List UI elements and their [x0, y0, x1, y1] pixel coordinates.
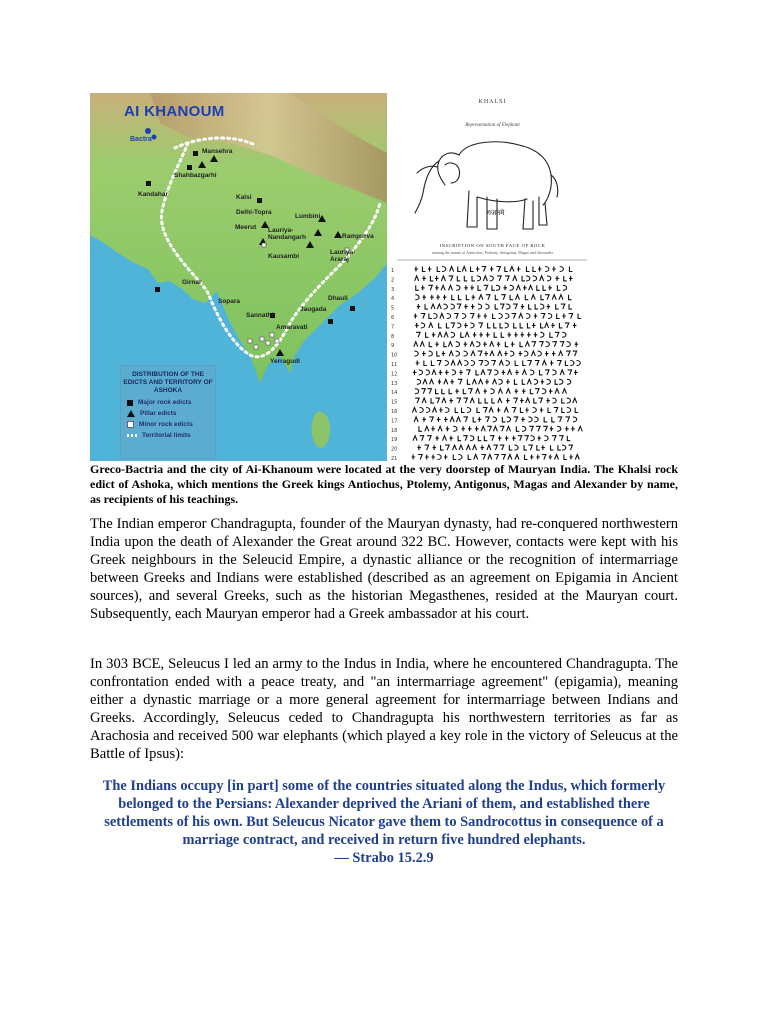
strabo-quote [90, 777, 678, 867]
ai-khanoum-marker [145, 128, 151, 134]
place-label: Dhauli [328, 295, 348, 302]
legend-title: DISTRIBUTION OF THE EDICTS AND TERRITORY OF ASHOKA [123, 371, 213, 394]
inscription-glyph-row [417, 379, 571, 384]
place-label: Rampurva [342, 233, 374, 240]
quote-citation: — Strabo 15.2.9 [334, 850, 434, 866]
plate-graphic [387, 93, 598, 461]
line-number: 18 [391, 427, 398, 434]
legend-label: Minor rock edicts [139, 421, 193, 428]
inscription-glyph-row [414, 342, 578, 347]
khalsi-inscription-plate [387, 93, 598, 461]
map-title: AI KHANOUM [124, 103, 225, 120]
place-label: Meerut [235, 224, 257, 231]
open-square-icon [127, 421, 134, 428]
line-number: 8 [391, 333, 395, 340]
body-paragraph: The Indian emperor Chandragupta, founder of the Mauryan dynasty, had re-conquered northwestern India upon the death of Alexander the Great around 322 BC. However, contacts were kept with his Greek neighbours in the Seleucid Empire, a dynastic alliance or the recognition of intermarriage between Greeks and Indians were established (described as an agreement on Epigamia in Ancient sources), and several Greeks, such as the historian Megasthenes, resided at the Mauryan court. Subsequently, each Mauryan emperor had a Greek ambassador at his court. [90, 516, 678, 622]
inscription-glyph-row [415, 398, 577, 403]
line-number: 7 [391, 324, 395, 331]
place-label: Shahbazgarhi [174, 172, 217, 179]
legend-item-territorial-limits [127, 432, 215, 439]
triangle-icon [127, 410, 135, 417]
place-label: Sannathi [246, 312, 274, 319]
line-number: 3 [391, 286, 395, 293]
inscription-glyph-row [413, 370, 578, 375]
place-label: Sopara [218, 298, 241, 305]
place-label: Kalsi [236, 194, 252, 201]
quote-text: The Indians occupy [in part] some of the countries situated along the Indus, which formerly belonged to the Persians: Alexander deprived the Ariani of them, and established there settlements of his own. But Seleucus Nicator gave them to Sandrocottus in consequence of a marriage contract, and received in return five hundred elephants. [102, 778, 666, 848]
body-paragraph: In 303 BCE, Seleucus I led an army to the Indus in India, where he encountered Chandragupta. The confrontation ended with a peace treaty, and "an intermarriage agreement" (epigamia), meaning either a dynastic marriage or a more general agreement for intermarriage between Indians and Greeks. Accordingly, Seleucus ceded to Chandragupta his northwestern territories as far as Arachosia and received 500 war elephants (which played a key role in the victory of Seleucus at the Battle of Ipsus): [90, 656, 678, 762]
inscription-glyph-row [415, 276, 573, 281]
line-number: 15 [391, 399, 398, 406]
figure-caption: Greco-Bactria and the city of Ai-Khanoum were located at the very doorstep of Mauryan India. The Khalsi rock edict of Ashoka, which mentions the Greek kings Antiochus, Ptolemy, Antigonus, Magas and Alexander by name, as recipients of his teachings. [90, 462, 678, 506]
inscription-glyph-row [414, 351, 576, 356]
inscription-glyph-row [414, 417, 577, 422]
inscription-glyph-row [412, 408, 578, 413]
sri-lanka [312, 412, 331, 448]
inscription-glyph-row [415, 323, 576, 328]
line-number: 11 [391, 362, 398, 368]
legend-item-pillar-edicts [127, 410, 215, 417]
place-label: Yerragudi [270, 358, 300, 365]
place-label: Lumbini [295, 213, 321, 220]
line-number: 2 [391, 277, 395, 284]
line-number: 10 [391, 352, 398, 359]
legend-label: Territorial limits [142, 432, 191, 439]
line-number: 19 [391, 437, 398, 444]
line-number: 21 [391, 456, 398, 461]
place-label: Kandahar [138, 191, 168, 198]
legend-item-minor-rock-edicts [127, 421, 215, 428]
line-number: 5 [391, 305, 395, 312]
inscription-glyph-row [415, 389, 567, 394]
place-label: Delhi-Topra [236, 209, 272, 216]
inscription-glyph-row [416, 361, 581, 366]
line-number: 17 [391, 418, 398, 425]
plate-heading: KHALSI [478, 99, 507, 105]
line-number: 16 [391, 409, 398, 415]
inscription-glyph-row [415, 295, 571, 300]
line-number: 20 [391, 446, 398, 453]
inscription-glyph-row [412, 455, 580, 460]
ashoka-edicts-map [90, 93, 387, 461]
inscription-glyph-row [416, 332, 566, 337]
line-number: 6 [391, 315, 395, 321]
bactra-marker [152, 135, 157, 140]
place-label: Lauriya-Nandangarh [268, 227, 306, 241]
elephant-label [487, 208, 505, 217]
legend-label: Major rock edicts [138, 399, 192, 406]
plate-subtitle: Representation of Elephant [465, 123, 520, 128]
line-number: 14 [391, 390, 398, 397]
inscription-glyph-row [413, 436, 570, 441]
inscription-glyph-row [417, 304, 572, 309]
inscription-glyph-row [416, 285, 567, 290]
place-label: Girnar [182, 279, 202, 286]
inscription-line-numbers [391, 268, 397, 461]
line-number: 1 [391, 268, 395, 274]
inscription-glyph-row [417, 445, 572, 450]
place-label: Amaravati [276, 324, 308, 331]
square-icon [127, 400, 133, 406]
legend-item-major-rock-edicts [127, 399, 215, 406]
place-label: Lauriya-Araraj [330, 249, 356, 263]
elephant-label-text: गजतमे [487, 209, 505, 217]
inscription-glyph-rows [412, 267, 583, 460]
inscription-glyph-row [419, 426, 582, 431]
plate-caption-title: INSCRIPTION ON SOUTH FACE OF ROCK [439, 243, 546, 248]
line-number: 12 [391, 371, 398, 378]
line-number: 9 [391, 343, 395, 350]
place-label: Jaugada [300, 306, 327, 313]
legend-label: Pillar edicts [140, 410, 177, 417]
place-label: Mansehra [202, 148, 233, 155]
plate-caption-sub: naming the names of Antiochus, Ptolemy, Antigonus, Magas and Alexander [431, 250, 554, 255]
inscription-glyph-row [414, 267, 572, 272]
inscription-glyph-row [414, 314, 581, 319]
line-number: 13 [391, 380, 398, 387]
line-number: 4 [391, 296, 395, 303]
place-label: Kausambi [268, 253, 300, 260]
place-label: Bactra [130, 136, 152, 143]
map-legend [120, 365, 216, 459]
dotted-line-icon [127, 434, 137, 437]
